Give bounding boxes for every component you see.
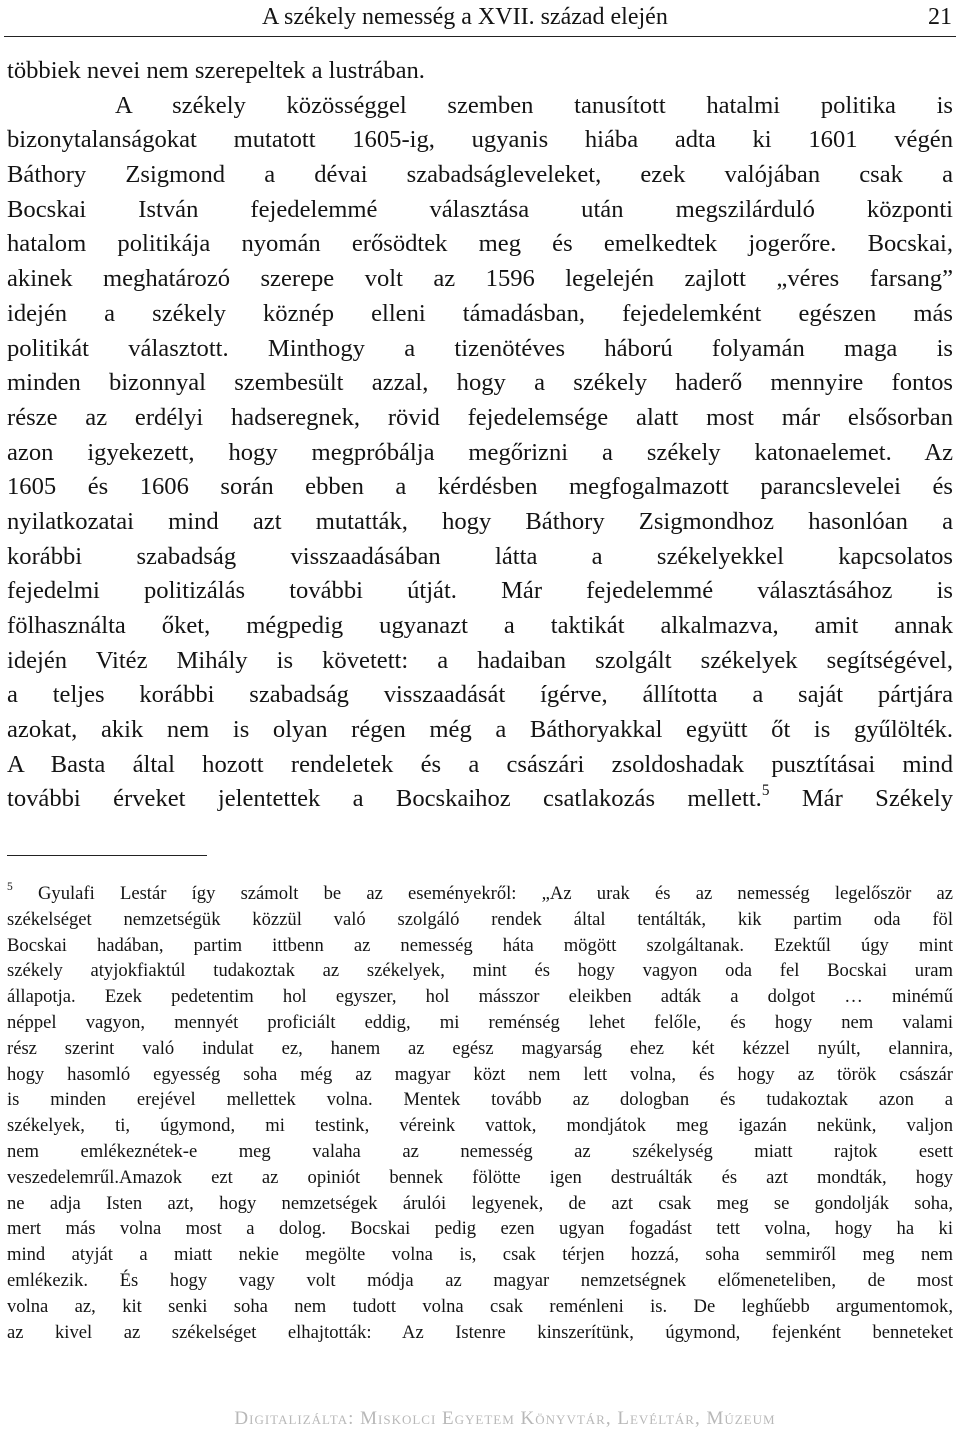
body-text (7, 54, 953, 817)
footnote-line: veszedelemrűl.Amazok ezt az opiniót bennek fölötte igen destruálták és azt mondták, hogy (7, 1166, 953, 1188)
page-number: 21 (928, 4, 952, 30)
body-line: Báthory Zsigmond a dévai szabadságleveleket, ezek valójában csak a (7, 161, 953, 189)
footnote-line: mind atyját a miatt nekie megölte volna is, csak térjen hozzá, soha semmiről meg nem (7, 1244, 953, 1266)
body-line: minden bizonnyal szembesült azzal, hogy a székely haderő mennyire fontos (7, 369, 953, 397)
footnote-line: székelyek, ti, úgymond, mi testink, véreink vattok, mondjátok meg igazán nekünk, valjon (7, 1115, 953, 1137)
footnote-line (7, 881, 953, 907)
header-title: A székely nemesség a XVII. század elején (262, 4, 668, 30)
body-line: A székely közösséggel szemben tanusított hatalmi politika is (115, 91, 953, 119)
footnote-reference[interactable]: 5 (761, 781, 770, 799)
body-line: 1605 és 1606 során ebben a kérdésben megfogalmazott parancslevelei és (7, 473, 953, 501)
footnote-line: Bocskai hadában, partim ittbenn az nemesség háta mögött szolgáltanak. Ezektűl úgy mint (7, 934, 953, 956)
digitization-watermark: Digitalizálta: Miskolci Egyetem Könyvtár, Levéltár, Múzeum (234, 1408, 776, 1429)
footnote-line: ne adja Isten azt, hogy nemzetségek árulói legyenek, de azt csak meg se gondolják soha, (7, 1192, 953, 1214)
footnote-marker: 5 (7, 881, 13, 894)
body-line: nyilatkozatai mind azt mutatták, hogy Báthory Zsigmondhoz hasonlóan a (7, 507, 953, 535)
footnote-line: néppel vagyon, mennyét proficiált eddig, mi reménség lehet felőle, és hogy nem valami (7, 1011, 953, 1033)
footnote-line: volna az, kit senki soha nem tudott volna csak reménleni is. De leghűebb argumentomok, (7, 1295, 953, 1317)
footnote-text: Gyulafi Lestár így számolt be az eseményekről: „Az urak és az nemesség legelőször az (37, 883, 953, 904)
body-line: része az erdélyi hadseregnek, rövid fejedelemsége alatt most már elsősorban (7, 403, 953, 431)
body-line-text: Már Székely (769, 785, 954, 813)
body-line: fejedelmi politizálás további útját. Már fejedelemmé választásához is (7, 577, 953, 605)
footnote-line: hogy hasomló egyesség soha még az magyar közt nem lett volna, és hogy az török császár (7, 1063, 953, 1085)
footnote-line: mert más volna most a dolog. Bocskai pedig ezen ugyan fogadást tett volna, hogy ha ki (7, 1218, 953, 1240)
footnote-line: nem emlékeznétek-e meg valaha az nemesség az székelység miatt rajtok esett (7, 1140, 953, 1162)
footnote-line: rész szerint való indulat ez, hanem az egész magyarság ehez két kézzel nyúlt, elannira, (7, 1037, 953, 1059)
body-line: A Basta által hozott rendeletek és a császári zsoldoshadak pusztításai mind (7, 750, 953, 778)
body-line: hatalom politikája nyomán erősödtek meg és emelkedtek jogerőre. Bocskai, (7, 230, 953, 258)
footnote (7, 881, 953, 1345)
footnote-line: is minden erejével mellettek volna. Mentek tovább az dologban és tudakoztak azon a (7, 1089, 953, 1111)
footnote-line: állapotja. Ezek pedetentim hol egyszer, hol másszor eleikben adták a dolgot … minémű (7, 986, 953, 1008)
body-line-last (7, 782, 953, 817)
body-line: akinek meghatározó szerepe volt az 1596 legelején zajlott „véres farsang” (7, 265, 953, 293)
footnote-line: emlékezik. És hogy vagy volt módja az magyar nemzetségnek előmeneteliben, de most (7, 1269, 953, 1291)
header-rule (4, 36, 956, 37)
body-line: többiek nevei nem szerepeltek a lustrában. (7, 57, 425, 84)
body-line: politikát választott. Minthogy a tizenötéves háború folyamán maga is (7, 334, 953, 362)
footnote-line: székelséget nemzetségük közzül való szolgáló rendek által tentálták, kik partim oda föl (7, 908, 953, 930)
body-line: idején Vitéz Mihály is követett: a hadaiban szolgált székelyek segítségével, (7, 646, 953, 674)
body-line: azon igyekezett, hogy megpróbálja megőrizni a székely katonaelemet. Az (7, 438, 953, 466)
footnote-line: az kivel az székelséget elhajtották: Az Istenre kinszerítünk, úgymond, fejenként benneteket (7, 1321, 953, 1343)
body-line: a teljes korábbi szabadság visszaadását ígérve, állította a saját pártjára (7, 681, 953, 709)
body-line: bizonytalanságokat mutatott 1605-ig, ugyanis hiába adta ki 1601 végén (7, 126, 953, 154)
body-line: fölhasználta őket, mégpedig ugyanazt a taktikát alkalmazva, amit annak (7, 612, 953, 639)
body-line-text: további érveket jelentettek a Bocskaihoz csatlakozás mellett. (7, 785, 762, 813)
running-header (0, 2, 952, 32)
body-line: Bocskai István fejedelemmé választása után megszilárduló központi (7, 195, 953, 223)
body-line: idején a székely köznép elleni támadásban, fejedelemként egészen más (7, 299, 953, 327)
footnote-line: székely atyjokfiaktúl tudakoztak az székelyek, mint és hogy vagyon oda fel Bocskai uram (7, 960, 953, 982)
body-line: korábbi szabadság visszaadásában látta a székelyekkel kapcsolatos (7, 542, 953, 570)
footnote-rule (7, 855, 207, 856)
body-line: azokat, akik nem is olyan régen még a Báthoryakkal együtt őt is gyűlölték. (7, 716, 953, 744)
